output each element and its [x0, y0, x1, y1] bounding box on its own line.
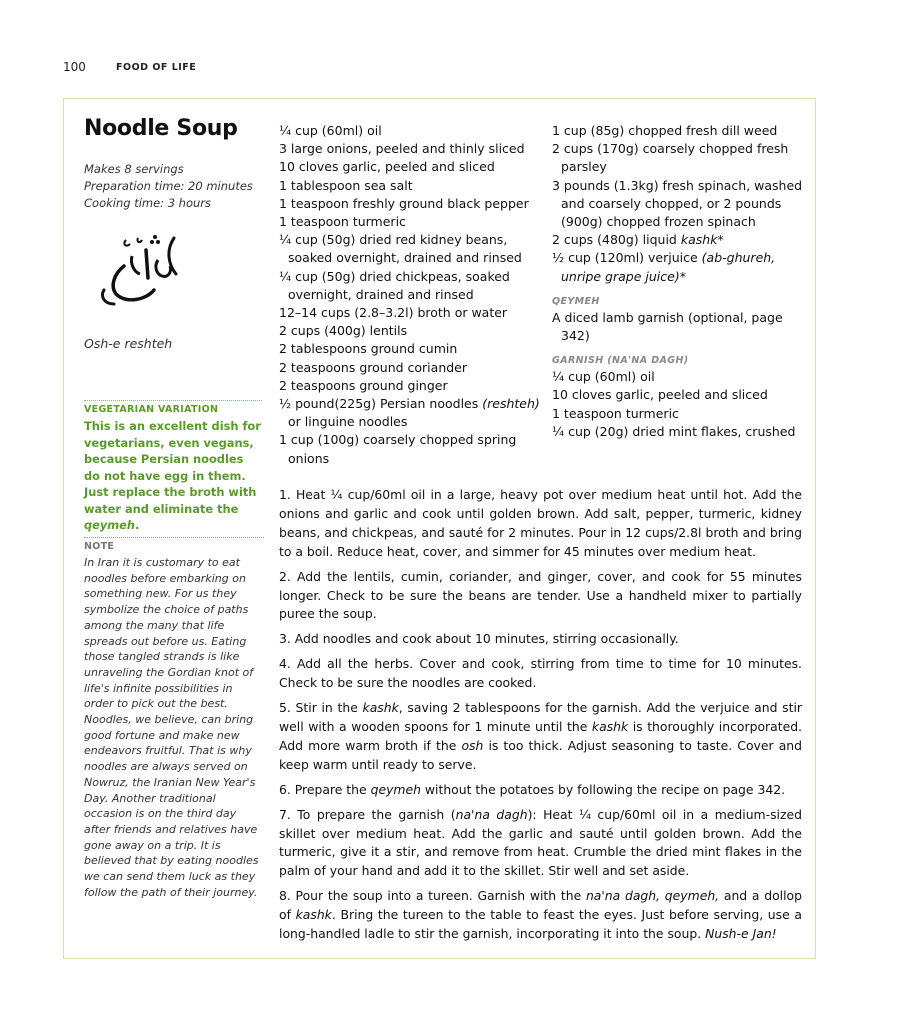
method-steps [279, 486, 802, 950]
ingredient-item: 1 cup (100g) coarsely chopped spring onions [279, 432, 517, 466]
garnish-item: ¼ cup (20g) dried mint flakes, crushed [552, 423, 796, 439]
vegetarian-variation [84, 400, 262, 534]
ingredient-item: 3 large onions, peeled and thinly sliced [279, 141, 525, 157]
step-italic: Nush-e Jan! [705, 926, 777, 942]
step-text: , saving 2 tablespoons for the garnish. Add the verjuice and stir well with a wooden spoons for 1 minute until the [279, 700, 803, 734]
prep-time: Preparation time: 20 minutes [84, 179, 253, 193]
step-italic: na'na dagh, qeymeh, [585, 888, 720, 904]
ingredient-item: 10 cloves garlic, peeled and sliced [279, 159, 495, 175]
ingredient-kashk [552, 231, 814, 249]
step-text: is thoroughly incorporated. Add more warm broth if the [279, 718, 802, 753]
persian-calligraphy-icon [96, 230, 186, 310]
page-number: 100 [63, 60, 86, 74]
garnish-item: 1 teaspoon turmeric [552, 405, 679, 421]
running-head: FOOD OF LIFE [116, 62, 197, 73]
ingredient-item: 2 cups (170g) coarsely chopped fresh parsley [552, 141, 789, 175]
ingredient-text: or linguine noodles [288, 414, 408, 430]
step-4: 4. Add all the herbs. Cover and cook, stirring from time to time for 10 minutes. Check to be sure the noodles are cooked. [279, 656, 802, 691]
ingredient-text: ½ cup (120ml) verjuice [552, 250, 702, 266]
note-text: In Iran it is customary to eat noodles before embarking on something new. For us they symbolize the choice of paths among the many that life spreads out before us. Eating those tangled strands is like unraveling the Gordian knot of life's infinite possibilities in order to pick out the best. Noodles, we believe, can bring good fortune and make new endeavors fruitful. That is why noodles are always served on Nowruz, the Iranian New Year's Day. Another traditional occasion is on the third day after friends and relatives have gone away on a trip. It is believed that by eating noodles we can send them luck as they follow the path of their journey. [84, 556, 259, 899]
step-3: 3. Add noodles and cook about 10 minutes, stirring occasionally. [279, 631, 679, 647]
ingredient-item: ¼ cup (60ml) oil [279, 123, 382, 138]
recipe-sidebar [84, 116, 264, 351]
step-text: . Bring the tureen to the table to feast the eyes. Just before serving, use a long-handled ladle to stir the garnish, incorporating it into the soup. [279, 907, 802, 942]
step-text: without the potatoes by following the recipe on page 342. [420, 781, 786, 797]
ingredient-item: 2 tablespoons ground cumin [279, 341, 458, 357]
ingredient-item: ¼ cup (50g) dried red kidney beans, soaked overnight, drained and rinsed [279, 232, 522, 266]
note-heading: NOTE [84, 537, 264, 552]
step-6 [279, 781, 802, 800]
garnish-heading: GARNISH (NA'NA DAGH) [552, 355, 689, 367]
step-text: 6. Prepare the [279, 781, 371, 797]
ingredient-item: 3 pounds (1.3kg) fresh spinach, washed and coarsely chopped, or 2 pounds (900g) chopped frozen spinach [552, 177, 803, 230]
step-text: 8. Pour the soup into a tureen. Garnish with the [279, 888, 586, 904]
step-text: is too thick. Adjust seasoning to taste. Cover and keep warm until ready to serve. [279, 737, 802, 772]
ingredient-item: ¼ cup (50g) dried chickpeas, soaked overnight, drained and rinsed [279, 268, 510, 302]
step-2: 2. Add the lentils, cumin, coriander, and ginger, cover, and cook for 55 minutes longer. Check to be sure the beans are tender. Use a handheld mixer to partially puree the soup. [279, 568, 802, 622]
step-text: 5. Stir in the [279, 700, 363, 716]
ingredient-text: * [679, 268, 686, 284]
ingredients-column-1 [279, 122, 541, 468]
ingredient-noodles [279, 395, 541, 431]
cook-time: Cooking time: 3 hours [84, 196, 212, 210]
ingredient-item: 1 tablespoon sea salt [279, 177, 413, 193]
ingredient-italic: kashk [680, 232, 718, 248]
garnish-item: 10 cloves garlic, peeled and sliced [552, 387, 768, 403]
ingredient-text: * [717, 232, 724, 248]
step-8 [279, 887, 802, 944]
step-italic: kashk [591, 718, 629, 734]
step-italic: kashk [295, 907, 332, 923]
vegetarian-heading: VEGETARIAN VARIATION [84, 400, 262, 415]
ingredients-column-2 [552, 122, 814, 441]
ingredient-item: 1 cup (85g) chopped fresh dill weed [552, 123, 778, 138]
step-italic: na'na dagh [455, 806, 528, 822]
step-5 [279, 699, 802, 775]
step-1: 1. Heat ¼ cup/60ml oil in a large, heavy pot over medium heat until hot. Add the onions and garlic and cook until golden brown. Add salt, pepper, turmeric, kidney beans, and chickpeas, and sauté for 2 minutes. Pour in 12 cups/2.8l broth and bring to a boil. Reduce heat, cover, and simmer for 45 minutes over medium heat. [279, 487, 802, 559]
veg-text-part: This is an excellent dish for vegetarians, even vegans, because Persian noodles do not have egg in them. Just replace the broth with water and eliminate the [84, 419, 261, 516]
ingredient-item: 12–14 cups (2.8–3.2l) broth or water [279, 305, 508, 321]
recipe-title: Noodle Soup [84, 116, 238, 141]
step-italic: qeymeh [370, 781, 421, 797]
vegetarian-text [84, 418, 262, 534]
veg-text-part: . [135, 518, 140, 532]
qeymeh-heading: QEYMEH [552, 295, 600, 307]
step-text: ): Heat ¼ cup/60ml oil in a medium-sized skillet over medium heat. Add the garlic and sauté until golden brown. Add the turmeric, give it a stir, and remove from heat. Crumble the dried mint flakes in the palm of your hand and add it to the skillet. Stir well and set aside. [279, 806, 802, 879]
note-box [84, 537, 264, 900]
servings: Makes 8 servings [84, 162, 184, 176]
step-italic: osh [461, 737, 484, 753]
ingredient-italic: (reshteh) [482, 396, 540, 412]
ingredient-item: 2 cups (400g) lentils [279, 323, 408, 339]
garnish-item: ¼ cup (60ml) oil [552, 369, 655, 385]
ingredient-text: ½ pound(225g) Persian noodles [279, 396, 483, 412]
recipe-meta [84, 161, 264, 212]
veg-text-italic: qeymeh [84, 518, 136, 532]
step-text: 7. To prepare the garnish ( [279, 806, 456, 822]
ingredient-verjuice [552, 249, 814, 285]
step-7 [279, 806, 802, 882]
ingredient-text: 2 cups (480g) liquid [552, 232, 681, 248]
persian-name: Osh-e reshteh [84, 336, 173, 351]
ingredient-item: 2 teaspoons ground coriander [279, 359, 468, 375]
step-text: and a dollop of [279, 888, 802, 923]
ingredient-item: 1 teaspoon turmeric [279, 214, 406, 230]
ingredient-italic: (ab-ghureh, unripe grape juice) [561, 250, 776, 284]
step-italic: kashk [362, 700, 399, 716]
ingredient-item: 1 teaspoon freshly ground black pepper [279, 195, 529, 211]
qeymeh-item: A diced lamb garnish (optional, page 342) [552, 309, 783, 344]
ingredient-item: 2 teaspoons ground ginger [279, 377, 448, 393]
